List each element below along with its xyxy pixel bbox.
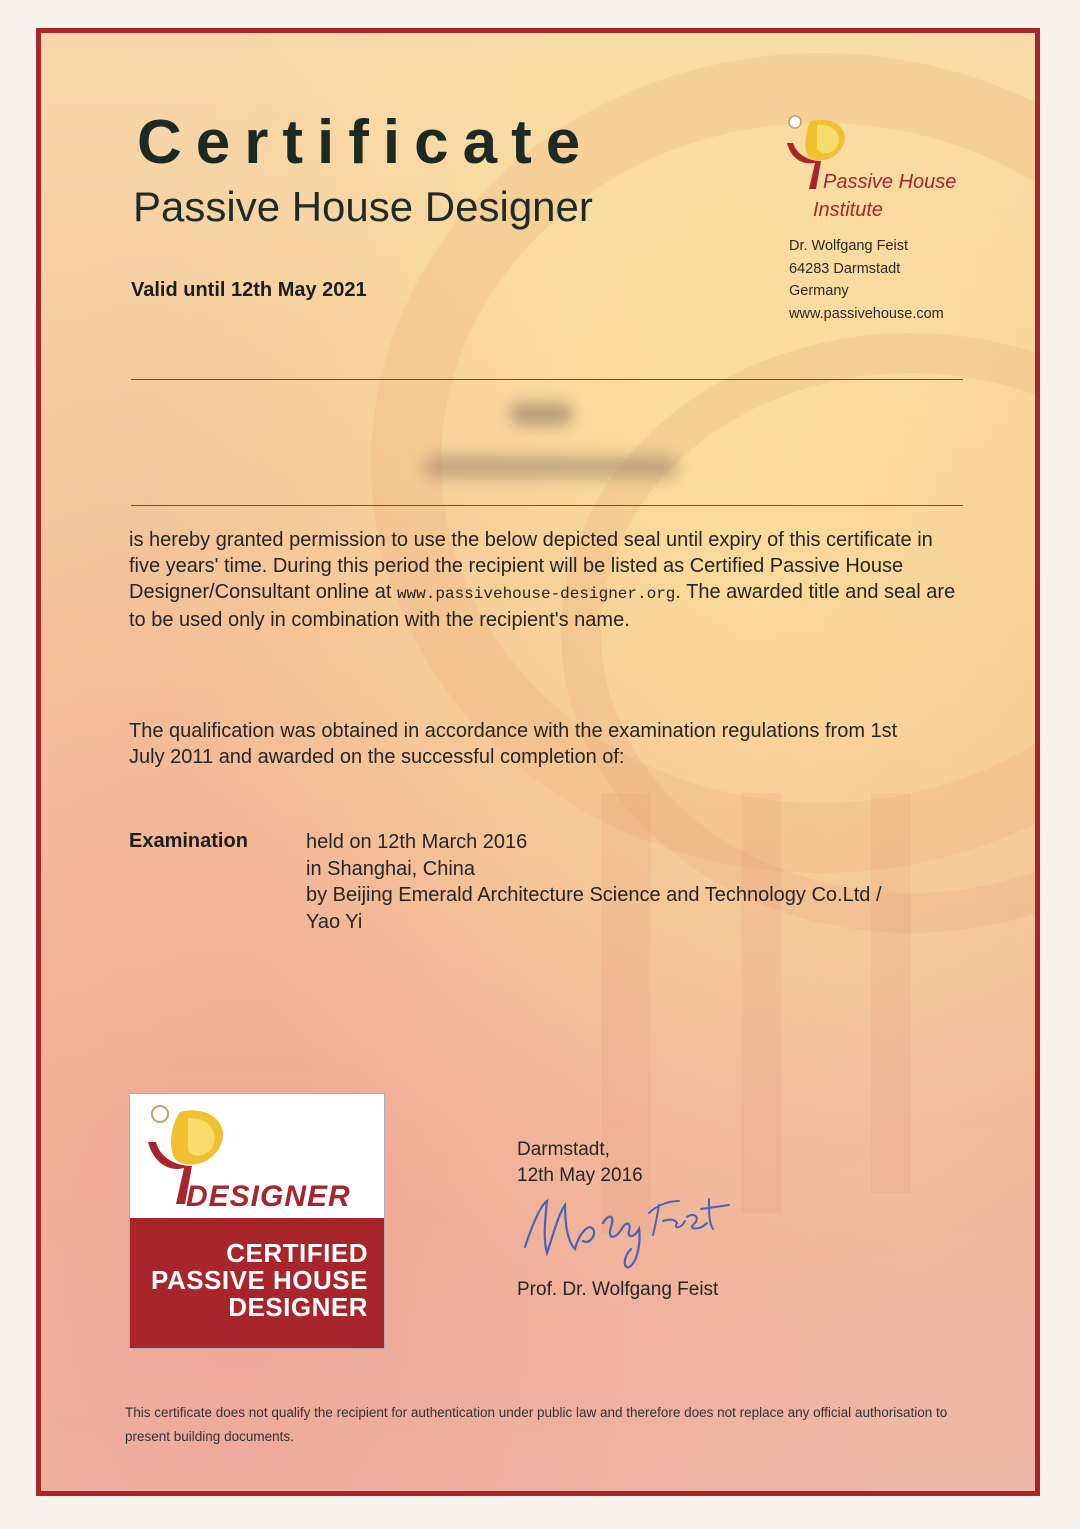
divider-bottom — [131, 505, 963, 506]
certificate-sheet — [36, 28, 1040, 1496]
signing-date: 12th May 2016 — [517, 1165, 643, 1186]
designer-url-link[interactable]: www.passivehouse-designer.org — [396, 585, 676, 603]
divider-top — [131, 379, 963, 380]
address-line: 64283 Darmstadt — [789, 260, 901, 277]
qualification-paragraph: The qualification was obtained in accordance with the examination regulations from 1st July 2011 and awarded on the successful completion of: — [129, 720, 898, 768]
handwritten-signature — [519, 1183, 739, 1273]
institute-name-line2: Institute — [813, 199, 884, 221]
examination-label: Examination — [129, 830, 248, 852]
examination-line: Yao Yi — [306, 910, 363, 933]
signer-name: Prof. Dr. Wolfgang Feist — [517, 1279, 719, 1300]
permission-paragraph — [129, 527, 969, 633]
seal-designer-word: DESIGNER — [186, 1180, 351, 1213]
examination-line: by Beijing Emerald Architecture Science and Technology Co.Ltd / — [306, 884, 882, 906]
examination-line: held on 12th March 2016 — [306, 831, 528, 853]
permission-text-end: . The awarded title and seal are to be used only in combination with the recipient's name. — [129, 581, 956, 631]
seal-line: CERTIFIED — [226, 1238, 368, 1268]
certificate-title: Certificate — [137, 108, 595, 177]
signing-place: Darmstadt, — [517, 1139, 610, 1160]
seal-bottom-panel — [130, 1218, 384, 1348]
seal-line: PASSIVE HOUSE — [151, 1265, 368, 1295]
seal-top-panel — [130, 1094, 384, 1218]
certificate-subtitle: Passive House Designer — [133, 183, 593, 230]
institute-name-line1: Passive House — [823, 171, 957, 193]
signing-place-date — [517, 1137, 643, 1189]
valid-until: Valid until 12th May 2021 — [131, 279, 367, 301]
seal-certified-text — [151, 1240, 368, 1321]
examination-details — [306, 829, 882, 935]
footer-disclaimer: This certificate does not qualify the recipient for authentication under public law and therefore does not replace any official authorisation to present building documents. — [125, 1405, 948, 1444]
address-website[interactable]: www.passivehouse.com — [789, 305, 944, 322]
permission-text: is hereby granted permission to use the below depicted seal until expiry of this certificate in five years' time. During this period the recipient will be listed as Certified Passive House Designer/Consultant online at — [129, 529, 933, 603]
institute-address — [789, 235, 944, 325]
seal-line: DESIGNER — [228, 1292, 368, 1322]
address-line: Germany — [789, 283, 849, 299]
redacted-recipient-title — [511, 403, 571, 425]
examination-line: in Shanghai, China — [306, 857, 476, 880]
address-line: Dr. Wolfgang Feist — [789, 238, 909, 254]
certified-designer-seal — [129, 1093, 385, 1349]
redacted-recipient-name — [426, 457, 676, 477]
